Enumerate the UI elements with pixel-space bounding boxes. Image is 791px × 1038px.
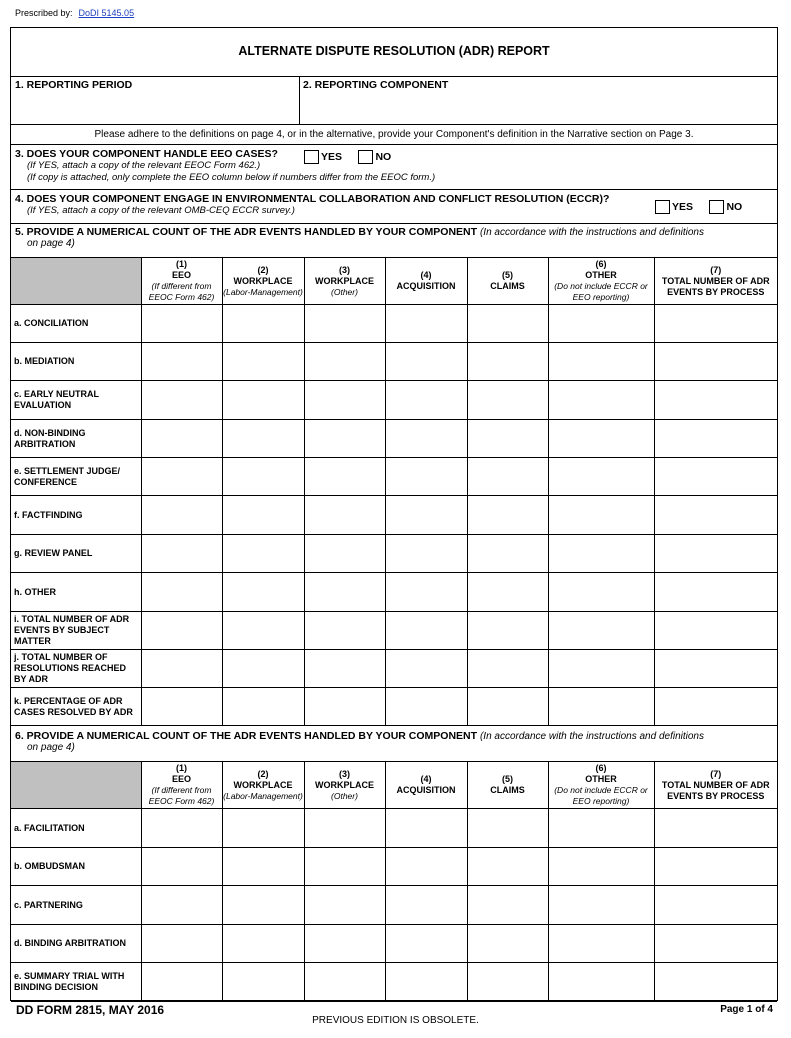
row-label: g. REVIEW PANEL	[11, 535, 141, 573]
entry-cell[interactable]	[654, 420, 777, 458]
entry-cell[interactable]	[654, 343, 777, 381]
entry-cell[interactable]	[304, 420, 385, 458]
entry-cell[interactable]	[548, 925, 654, 963]
entry-cell[interactable]	[385, 305, 467, 343]
q3-options	[304, 148, 391, 166]
entry-cell[interactable]	[141, 573, 222, 612]
column-header	[467, 258, 548, 305]
entry-cell[interactable]	[304, 886, 385, 925]
entry-cell[interactable]	[467, 688, 548, 726]
entry-cell[interactable]	[304, 535, 385, 573]
table-row	[11, 305, 777, 343]
entry-cell[interactable]	[141, 886, 222, 925]
entry-cell[interactable]	[654, 925, 777, 963]
entry-cell[interactable]	[467, 458, 548, 496]
entry-cell[interactable]	[385, 809, 467, 848]
q4-no-label: NO	[726, 200, 743, 213]
table-row	[11, 458, 777, 496]
entry-cell[interactable]	[548, 809, 654, 848]
page-number: Page 1 of 4	[720, 1004, 773, 1015]
column-number: (2)	[257, 768, 269, 779]
entry-cell[interactable]	[141, 535, 222, 573]
column-number: (7)	[710, 768, 722, 779]
q5-note2: on page 4)	[27, 238, 75, 249]
entry-cell[interactable]	[385, 420, 467, 458]
column-number: (7)	[710, 264, 722, 275]
table-row	[11, 381, 777, 420]
entry-cell[interactable]	[141, 420, 222, 458]
entry-cell[interactable]	[141, 458, 222, 496]
entry-cell[interactable]	[385, 535, 467, 573]
q6-heading-line	[15, 730, 704, 742]
q3-yes-checkbox[interactable]	[304, 150, 319, 164]
q5-heading	[11, 224, 777, 258]
row-label: c. PARTNERING	[11, 886, 141, 925]
column-title: WORKPLACE	[315, 779, 374, 790]
column-header	[654, 258, 777, 305]
column-subtitle: (Other)	[331, 286, 358, 297]
table-row	[11, 650, 777, 688]
column-title: WORKPLACE	[233, 779, 293, 790]
column-header	[654, 762, 777, 809]
column-header	[222, 762, 304, 809]
definitions-notice: Please adhere to the definitions on page 4, or in the alternative, provide your Component's definition in the Narrative section on Page 3.	[11, 125, 777, 145]
entry-cell[interactable]	[467, 305, 548, 343]
entry-cell[interactable]	[141, 650, 222, 688]
adr-events-table-5	[11, 257, 777, 726]
row-label: c. EARLY NEUTRAL EVALUATION	[11, 381, 141, 420]
q3-note1: (If YES, attach a copy of the relevant EEOC Form 462.)	[27, 160, 261, 171]
entry-cell[interactable]	[304, 612, 385, 650]
column-subtitle: (If different from EEOC Form 462)	[148, 281, 215, 302]
obsolete-notice: PREVIOUS EDITION IS OBSOLETE.	[312, 1015, 479, 1026]
column-subtitle: (Other)	[331, 790, 358, 801]
entry-cell[interactable]	[654, 535, 777, 573]
column-number: (3)	[339, 264, 350, 275]
entry-cell[interactable]	[467, 573, 548, 612]
entry-cell[interactable]	[222, 458, 304, 496]
entry-cell[interactable]	[141, 963, 222, 1002]
entry-cell[interactable]	[141, 925, 222, 963]
entry-cell[interactable]	[141, 612, 222, 650]
entry-cell[interactable]	[654, 573, 777, 612]
column-title: EEO	[171, 774, 191, 784]
column-title: ACQUISITION	[396, 785, 456, 795]
q5-heading-line	[15, 226, 704, 238]
entry-cell[interactable]	[222, 573, 304, 612]
entry-cell[interactable]	[222, 809, 304, 848]
table-row	[11, 343, 777, 381]
table-row	[11, 420, 777, 458]
entry-cell[interactable]	[304, 809, 385, 848]
entry-cell[interactable]	[467, 381, 548, 420]
entry-cell[interactable]	[222, 925, 304, 963]
column-number: (4)	[420, 774, 432, 784]
column-header	[467, 762, 548, 809]
q6-label: 6. PROVIDE A NUMERICAL COUNT OF THE ADR EVENTS HANDLED BY YOUR COMPONENT	[15, 730, 478, 742]
entry-cell[interactable]	[304, 381, 385, 420]
q4-row	[11, 190, 777, 224]
q5-label: 5. PROVIDE A NUMERICAL COUNT OF THE ADR EVENTS HANDLED BY YOUR COMPONENT	[15, 226, 478, 238]
header-corner-cell	[11, 762, 141, 809]
adr-report-form	[10, 27, 778, 1001]
entry-cell[interactable]	[385, 688, 467, 726]
entry-cell[interactable]	[222, 343, 304, 381]
row-label: b. OMBUDSMAN	[11, 848, 141, 886]
entry-cell[interactable]	[548, 848, 654, 886]
column-number: (6)	[595, 763, 607, 773]
prescribed-by	[15, 8, 134, 18]
table-row	[11, 963, 777, 1002]
column-title: CLAIMS	[490, 281, 525, 291]
entry-cell[interactable]	[385, 650, 467, 688]
column-header	[304, 762, 385, 809]
entry-cell[interactable]	[141, 343, 222, 381]
q4-no-checkbox[interactable]	[709, 200, 724, 214]
entry-cell[interactable]	[654, 886, 777, 925]
column-number: (4)	[420, 270, 432, 280]
entry-cell[interactable]	[141, 688, 222, 726]
form-number: DD FORM 2815, MAY 2016	[16, 1003, 165, 1017]
q4-label: 4. DOES YOUR COMPONENT ENGAGE IN ENVIRONMENTAL COLLABORATION AND CONFLICT RESOLUTION (ECCR)?	[15, 193, 610, 205]
column-number: (1)	[176, 259, 187, 269]
column-number: (5)	[502, 774, 513, 784]
entry-cell[interactable]	[467, 343, 548, 381]
entry-cell[interactable]	[467, 496, 548, 535]
entry-cell[interactable]	[385, 381, 467, 420]
entry-cell[interactable]	[548, 381, 654, 420]
entry-cell[interactable]	[654, 305, 777, 343]
column-header-row	[11, 762, 777, 809]
entry-cell[interactable]	[141, 381, 222, 420]
entry-cell[interactable]	[222, 886, 304, 925]
q3-no-label: NO	[375, 150, 392, 163]
table-row	[11, 848, 777, 886]
entry-cell[interactable]	[304, 305, 385, 343]
entry-cell[interactable]	[385, 612, 467, 650]
entry-cell[interactable]	[385, 963, 467, 1002]
fields-row	[11, 77, 777, 125]
row-label: d. BINDING ARBITRATION	[11, 925, 141, 963]
row-label: f. FACTFINDING	[11, 496, 141, 535]
entry-cell[interactable]	[141, 809, 222, 848]
entry-cell[interactable]	[385, 458, 467, 496]
column-title: TOTAL NUMBER OF ADR EVENTS BY PROCESS	[661, 779, 770, 801]
entry-cell[interactable]	[654, 496, 777, 535]
table-row	[11, 809, 777, 848]
row-label: j. TOTAL NUMBER OF RESOLUTIONS REACHED BY ADR	[11, 650, 141, 688]
entry-cell[interactable]	[304, 496, 385, 535]
column-subtitle: (Do not include ECCR or EEO reporting)	[554, 785, 648, 806]
adr-events-table-6	[11, 761, 777, 1002]
entry-cell[interactable]	[654, 963, 777, 1002]
entry-cell[interactable]	[548, 496, 654, 535]
column-header	[548, 762, 654, 809]
column-title: OTHER	[585, 270, 617, 280]
entry-cell[interactable]	[654, 612, 777, 650]
table-row	[11, 535, 777, 573]
prescribed-label: Prescribed by:	[15, 8, 73, 18]
q3-yes-label: YES	[321, 150, 343, 163]
column-header	[304, 258, 385, 305]
entry-cell[interactable]	[548, 886, 654, 925]
q4-note: (If YES, attach a copy of the relevant OMB-CEQ ECCR survey.)	[27, 205, 295, 216]
entry-cell[interactable]	[222, 381, 304, 420]
q6-heading	[11, 728, 777, 762]
column-subtitle: (Labor-Management)	[223, 790, 303, 801]
table6-body	[11, 762, 777, 1002]
entry-cell[interactable]	[467, 963, 548, 1002]
entry-cell[interactable]	[222, 848, 304, 886]
column-header	[385, 258, 467, 305]
entry-cell[interactable]	[467, 650, 548, 688]
entry-cell[interactable]	[222, 535, 304, 573]
table-row	[11, 496, 777, 535]
q3-no-checkbox[interactable]	[358, 150, 373, 164]
entry-cell[interactable]	[222, 688, 304, 726]
entry-cell[interactable]	[654, 688, 777, 726]
entry-cell[interactable]	[548, 612, 654, 650]
q3-note2: (If copy is attached, only complete the EEO column below if numbers differ from the EEOC form.)	[27, 172, 436, 183]
entry-cell[interactable]	[304, 650, 385, 688]
column-header	[548, 258, 654, 305]
entry-cell[interactable]	[304, 925, 385, 963]
table-row	[11, 688, 777, 726]
row-label: k. PERCENTAGE OF ADR CASES RESOLVED BY ADR	[11, 688, 141, 726]
column-header	[141, 762, 222, 809]
reporting-period-label: 1. REPORTING PERIOD	[15, 79, 133, 91]
column-number: (2)	[257, 264, 269, 275]
column-subtitle: (Labor-Management)	[223, 286, 303, 297]
entry-cell[interactable]	[654, 458, 777, 496]
q4-yes-label: YES	[672, 200, 694, 213]
entry-cell[interactable]	[304, 848, 385, 886]
row-label: e. SUMMARY TRIAL WITH BINDING DECISION	[11, 963, 141, 1002]
entry-cell[interactable]	[141, 848, 222, 886]
column-title: WORKPLACE	[233, 275, 293, 286]
entry-cell[interactable]	[548, 420, 654, 458]
column-header	[385, 762, 467, 809]
column-title: EEO	[171, 270, 191, 280]
entry-cell[interactable]	[222, 650, 304, 688]
entry-cell[interactable]	[385, 886, 467, 925]
table-row	[11, 925, 777, 963]
entry-cell[interactable]	[222, 420, 304, 458]
q3-row	[11, 145, 777, 190]
entry-cell[interactable]	[467, 925, 548, 963]
table5-body	[11, 258, 777, 726]
dodi-link[interactable]: DoDI 5145.05	[78, 8, 135, 18]
q6-note: (In accordance with the instructions and definitions	[479, 731, 704, 742]
entry-cell[interactable]	[222, 963, 304, 1002]
column-number: (1)	[176, 763, 187, 773]
column-title: OTHER	[585, 774, 617, 784]
entry-cell[interactable]	[467, 886, 548, 925]
column-title: ACQUISITION	[396, 281, 456, 291]
entry-cell[interactable]	[654, 848, 777, 886]
table-row	[11, 612, 777, 650]
entry-cell[interactable]	[385, 925, 467, 963]
column-number: (5)	[502, 270, 513, 280]
entry-cell[interactable]	[385, 848, 467, 886]
row-label: d. NON-BINDING ARBITRATION	[11, 420, 141, 458]
entry-cell[interactable]	[654, 381, 777, 420]
entry-cell[interactable]	[548, 343, 654, 381]
column-header-row	[11, 258, 777, 305]
column-header	[141, 258, 222, 305]
entry-cell[interactable]	[548, 458, 654, 496]
column-header	[222, 258, 304, 305]
entry-cell[interactable]	[548, 688, 654, 726]
table-row	[11, 573, 777, 612]
entry-cell[interactable]	[304, 573, 385, 612]
entry-cell[interactable]	[304, 458, 385, 496]
entry-cell[interactable]	[548, 535, 654, 573]
q3-label: 3. DOES YOUR COMPONENT HANDLE EEO CASES?	[15, 148, 278, 160]
entry-cell[interactable]	[385, 573, 467, 612]
column-title: WORKPLACE	[315, 275, 374, 286]
entry-cell[interactable]	[467, 612, 548, 650]
entry-cell[interactable]	[141, 305, 222, 343]
entry-cell[interactable]	[548, 573, 654, 612]
entry-cell[interactable]	[654, 809, 777, 848]
row-label: h. OTHER	[11, 573, 141, 612]
q4-options	[655, 198, 742, 216]
header-corner-cell	[11, 258, 141, 305]
table-row	[11, 886, 777, 925]
entry-cell[interactable]	[385, 496, 467, 535]
entry-cell[interactable]	[654, 650, 777, 688]
row-label: i. TOTAL NUMBER OF ADR EVENTS BY SUBJECT MATTER	[11, 612, 141, 650]
entry-cell[interactable]	[385, 343, 467, 381]
entry-cell[interactable]	[304, 963, 385, 1002]
q6-note2: on page 4)	[27, 742, 75, 753]
column-number: (3)	[339, 768, 350, 779]
entry-cell[interactable]	[548, 650, 654, 688]
entry-cell[interactable]	[467, 420, 548, 458]
entry-cell[interactable]	[222, 612, 304, 650]
entry-cell[interactable]	[467, 809, 548, 848]
row-label: b. MEDIATION	[11, 343, 141, 381]
entry-cell[interactable]	[548, 305, 654, 343]
entry-cell[interactable]	[304, 343, 385, 381]
entry-cell[interactable]	[222, 496, 304, 535]
entry-cell[interactable]	[467, 848, 548, 886]
reporting-period-field[interactable]	[11, 77, 300, 124]
column-number: (6)	[595, 259, 607, 269]
column-title: TOTAL NUMBER OF ADR EVENTS BY PROCESS	[661, 275, 770, 297]
reporting-component-label: 2. REPORTING COMPONENT	[303, 79, 449, 91]
entry-cell[interactable]	[548, 963, 654, 1002]
q4-yes-checkbox[interactable]	[655, 200, 670, 214]
row-label: a. FACILITATION	[11, 809, 141, 848]
column-subtitle: (Do not include ECCR or EEO reporting)	[554, 281, 648, 302]
row-label: e. SETTLEMENT JUDGE/ CONFERENCE	[11, 458, 141, 496]
column-title: CLAIMS	[490, 785, 525, 795]
entry-cell[interactable]	[222, 305, 304, 343]
row-label: a. CONCILIATION	[11, 305, 141, 343]
reporting-component-field[interactable]	[300, 77, 777, 124]
entry-cell[interactable]	[141, 496, 222, 535]
entry-cell[interactable]	[467, 535, 548, 573]
q5-note: (In accordance with the instructions and definitions	[479, 227, 704, 238]
entry-cell[interactable]	[304, 688, 385, 726]
column-subtitle: (If different from EEOC Form 462)	[148, 785, 215, 806]
form-title: ALTERNATE DISPUTE RESOLUTION (ADR) REPORT	[11, 28, 777, 77]
